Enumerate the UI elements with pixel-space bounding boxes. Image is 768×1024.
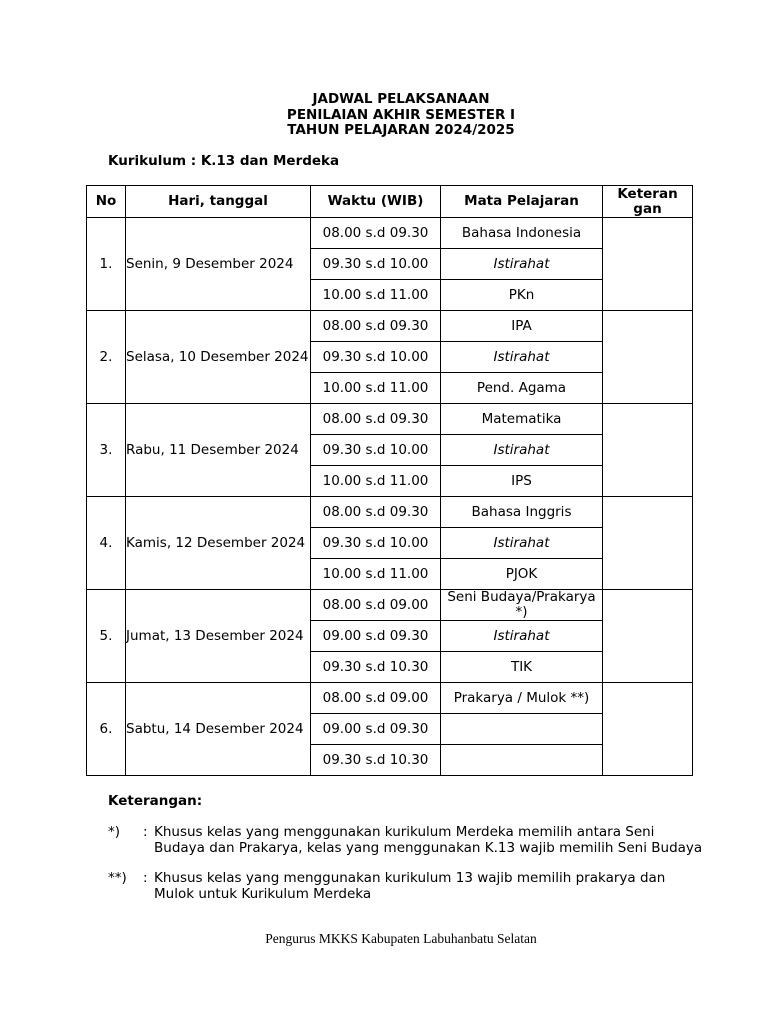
day-date: Sabtu, 14 Desember 2024 <box>126 683 311 776</box>
day-number: 1. <box>87 218 126 311</box>
table-row <box>87 218 693 249</box>
note-item <box>108 825 708 856</box>
time-slot: 09.30 s.d 10.00 <box>311 528 441 559</box>
day-date: Kamis, 12 Desember 2024 <box>126 497 311 590</box>
header-notes: Keteran gan <box>603 186 693 218</box>
note-colon: : <box>143 870 148 886</box>
table-row <box>87 683 693 714</box>
table-row <box>87 404 693 435</box>
time-slot: 09.30 s.d 10.30 <box>311 745 441 776</box>
time-slot: 09.30 s.d 10.30 <box>311 652 441 683</box>
note-item <box>108 871 708 902</box>
note-mark: *) <box>108 824 121 840</box>
header-subject: Mata Pelajaran <box>441 186 603 218</box>
day-date: Selasa, 10 Desember 2024 <box>126 311 311 404</box>
time-slot: 08.00 s.d 09.30 <box>311 218 441 249</box>
title-line-2: PENILAIAN AKHIR SEMESTER I <box>286 106 516 123</box>
title-line-1: JADWAL PELAKSANAAN <box>312 91 490 107</box>
table-row <box>87 311 693 342</box>
time-slot: 10.00 s.d 11.00 <box>311 373 441 404</box>
subject-cell: Istirahat <box>441 249 603 280</box>
subject-cell: Matematika <box>441 404 603 435</box>
subject-cell: Bahasa Inggris <box>441 497 603 528</box>
subject-cell: IPS <box>441 466 603 497</box>
time-slot: 08.00 s.d 09.30 <box>311 404 441 435</box>
note-text: Khusus kelas yang menggunakan kurikulum 13 wajib memilih prakarya dan Mulok untuk Kurikulum Merdeka <box>154 870 666 902</box>
subject-cell: Seni Budaya/Prakarya *) <box>441 590 603 621</box>
subject-cell: Istirahat <box>441 621 603 652</box>
time-slot: 10.00 s.d 11.00 <box>311 280 441 311</box>
note-mark: **) <box>108 870 127 886</box>
day-date: Rabu, 11 Desember 2024 <box>126 404 311 497</box>
notes-cell <box>603 590 693 683</box>
time-slot: 08.00 s.d 09.30 <box>311 311 441 342</box>
day-number: 2. <box>87 311 126 404</box>
header-day: Hari, tanggal <box>126 186 311 218</box>
subject-cell: PKn <box>441 280 603 311</box>
notes-cell <box>603 404 693 497</box>
footer-signature: Pengurus MKKS Kabupaten Labuhanbatu Selatan <box>265 931 537 946</box>
time-slot: 09.00 s.d 09.30 <box>311 621 441 652</box>
subject-cell: Prakarya / Mulok **) <box>441 683 603 714</box>
subject-cell: TIK <box>441 652 603 683</box>
table-row <box>87 497 693 528</box>
subject-cell: Pend. Agama <box>441 373 603 404</box>
subject-cell <box>441 714 603 745</box>
time-slot: 08.00 s.d 09.00 <box>311 683 441 714</box>
subject-cell <box>441 745 603 776</box>
subject-cell: Istirahat <box>441 342 603 373</box>
table-header-row <box>87 186 693 218</box>
document-title <box>0 92 768 139</box>
day-number: 3. <box>87 404 126 497</box>
time-slot: 09.00 s.d 09.30 <box>311 714 441 745</box>
subject-cell: Istirahat <box>441 435 603 466</box>
day-date: Senin, 9 Desember 2024 <box>126 218 311 311</box>
notes-heading: Keterangan: <box>108 793 203 809</box>
note-text: Khusus kelas yang menggunakan kurikulum Merdeka memilih antara Seni Budaya dan Prakarya, kelas yang menggunakan K.13 wajib memilih Seni Budaya <box>154 824 703 856</box>
table-row <box>87 590 693 621</box>
time-slot: 09.30 s.d 10.00 <box>311 342 441 373</box>
time-slot: 08.00 s.d 09.00 <box>311 590 441 621</box>
day-number: 5. <box>87 590 126 683</box>
header-no: No <box>87 186 126 218</box>
day-number: 4. <box>87 497 126 590</box>
subject-cell: PJOK <box>441 559 603 590</box>
notes-cell <box>603 683 693 776</box>
notes-cell <box>603 311 693 404</box>
note-colon: : <box>143 824 148 840</box>
notes-cell <box>603 497 693 590</box>
day-number: 6. <box>87 683 126 776</box>
subject-cell: Bahasa Indonesia <box>441 218 603 249</box>
time-slot: 09.30 s.d 10.00 <box>311 249 441 280</box>
notes-cell <box>603 218 693 311</box>
day-date: Jumat, 13 Desember 2024 <box>126 590 311 683</box>
header-time: Waktu (WIB) <box>311 186 441 218</box>
time-slot: 08.00 s.d 09.30 <box>311 497 441 528</box>
title-line-3: TAHUN PELAJARAN 2024/2025 <box>287 122 515 138</box>
subject-cell: IPA <box>441 311 603 342</box>
time-slot: 10.00 s.d 11.00 <box>311 466 441 497</box>
schedule-body <box>87 218 693 776</box>
schedule-table <box>86 185 693 776</box>
time-slot: 10.00 s.d 11.00 <box>311 559 441 590</box>
time-slot: 09.30 s.d 10.00 <box>311 435 441 466</box>
curriculum-label: Kurikulum : K.13 dan Merdeka <box>108 153 340 169</box>
subject-cell: Istirahat <box>441 528 603 559</box>
